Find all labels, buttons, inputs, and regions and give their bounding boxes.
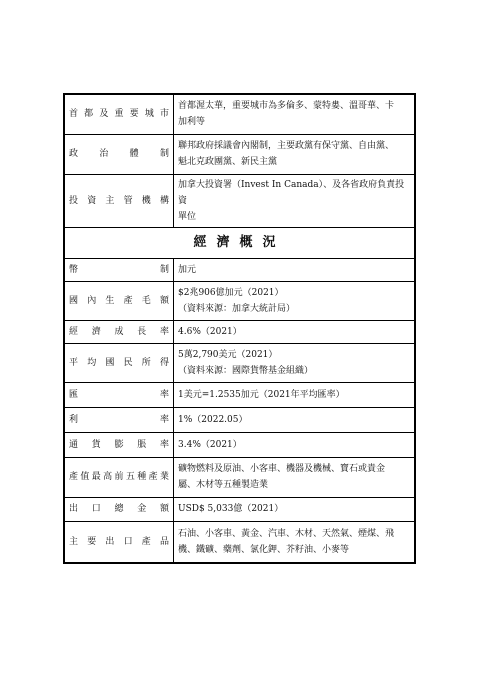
row-label: 平均國民所得: [64, 343, 174, 382]
row-label: 匯率: [64, 382, 174, 407]
row-label: 通貨膨脹率: [64, 432, 174, 457]
table-row-gdp: [64, 281, 415, 320]
row-label: 產值最高前五種產業: [64, 457, 174, 497]
table-row-export-total: [64, 497, 415, 521]
table-row-investment-authority: [64, 174, 415, 227]
row-value: USD$ 5,033億（2021）: [174, 497, 416, 521]
row-value: 加拿大投資署（Invest In Canada）、及各省政府負責投資 單位: [174, 174, 416, 227]
country-profile-table: [63, 93, 416, 564]
row-value: 1美元=1.2535加元（2021年平均匯率）: [174, 382, 416, 407]
table-row-political-system: [64, 134, 415, 174]
row-label: 出口總金額: [64, 497, 174, 521]
row-value: 4.6%（2021）: [174, 320, 416, 343]
row-label: 國內生產毛額: [64, 281, 174, 320]
table-row-growth-rate: [64, 320, 415, 343]
row-label: 經濟成長率: [64, 320, 174, 343]
row-label: 幣制: [64, 258, 174, 281]
table-row-capital: [64, 94, 415, 134]
row-value: 礦物燃料及原油、小客車、機器及機械、寶石或貴金 屬、木材等五種製造業: [174, 457, 416, 497]
table-row-currency: [64, 258, 415, 281]
table-row-top-industries: [64, 457, 415, 497]
row-value: 5萬2,790美元（2021） （資料來源：國際貨幣基金組織）: [174, 343, 416, 382]
row-value: 首都渥太華，重要城市為多倫多、蒙特婁、溫哥華、卡 加利等: [174, 94, 416, 134]
row-value: 加元: [174, 258, 416, 281]
row-value: 石油、小客車、黃金、汽車、木材、天然氣、煙煤、飛 機、鐵礦、藥劑、氯化鉀、芥籽油、小麥等: [174, 521, 416, 563]
row-label: 主要出口產品: [64, 521, 174, 563]
table-row-interest-rate: [64, 407, 415, 432]
section-header-row: [64, 227, 415, 258]
row-label: 首都及重要城市: [64, 94, 174, 134]
table-row-inflation: [64, 432, 415, 457]
row-value: 聯邦政府採議會內閣制，主要政黨有保守黨、自由黨、 魁北克政團黨、新民主黨: [174, 134, 416, 174]
row-value: $2兆906億加元（2021） （資料來源：加拿大統計局）: [174, 281, 416, 320]
table-row-exchange-rate: [64, 382, 415, 407]
row-label: 利率: [64, 407, 174, 432]
section-title: 經濟概況: [64, 227, 415, 258]
row-label: 投資主管機構: [64, 174, 174, 227]
row-value: 1%（2022.05）: [174, 407, 416, 432]
table-row-income: [64, 343, 415, 382]
row-value: 3.4%（2021）: [174, 432, 416, 457]
table-row-export-products: [64, 521, 415, 563]
row-label: 政治體制: [64, 134, 174, 174]
